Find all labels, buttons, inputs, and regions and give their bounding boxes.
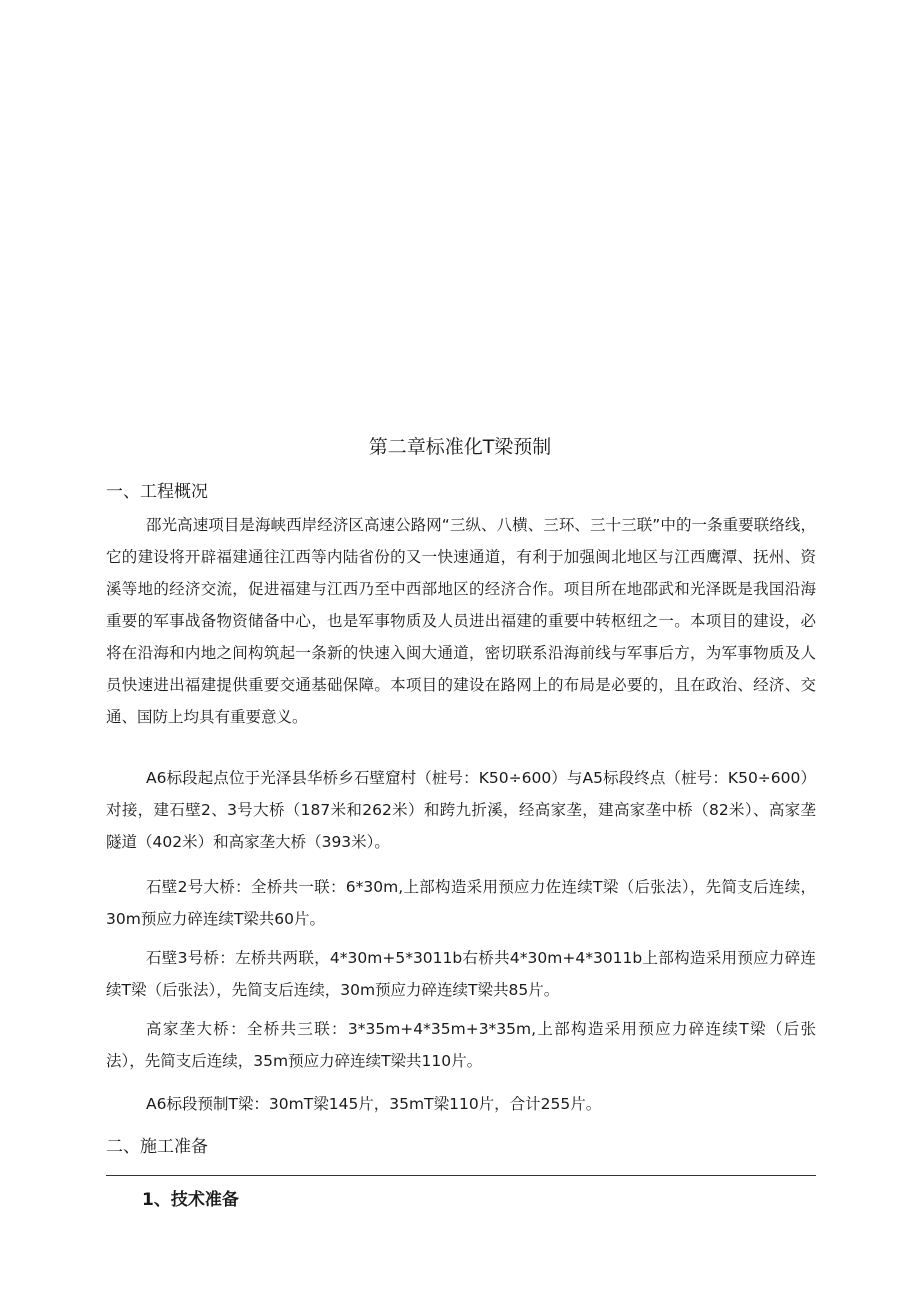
paragraph-t-beam-total: A6标段预制T梁：30mT梁145片，35mT梁110片，合计255片。 — [146, 1095, 602, 1113]
paragraph-project-intro: 邵光高速项目是海峡西岸经济区高速公路网“三纵、八横、三环、三十三联”中的一条重要联络线，它的建设将开辟福建通往江西等内陆省份的又一快速通道，有利于加强闽北地区与江西鹰潭、抚州、资溪等地的经济交流，促进福建与江西乃至中西部地区的经济合作。项目所在地邵武和光泽既是我国沿海重要的军事战备物资储备中心，也是军事物质及人员进出福建的重要中转枢纽之一。本项目的建设，必将在沿海和内地之间构筑起一条新的快速入闽大通道，密切联系沿海前线与军事后方，为军事物质及人员快速进出福建提供重要交通基础保障。本项目的建设在路网上的布局是必要的，且在政治、经济、交通、国防上均具有重要意义。 — [106, 516, 816, 726]
section-heading-preparation: 二、施工准备 — [106, 1137, 208, 1157]
chapter-title: 第二章标准化T梁预制 — [368, 436, 552, 458]
paragraph-section-a6-scope: A6标段起点位于光泽县华桥乡石壁窟村（桩号：K50÷600）与A5标段终点（桩号：K50÷600）对接，建石壁2、3号大桥（187米和262米）和跨九折溪，经高家垄，建高家垄中桥（82米）、高家垄隧道（402米）和高家垄大桥（393米）。 — [106, 769, 816, 851]
subsection-heading-technical-prep: 1、技术准备 — [142, 1190, 239, 1210]
paragraph-shibi-3-bridge: 石壁3号桥：左桥共两联，4*30m+5*3011b右桥共4*30m+4*3011b上部构造采用预应力碎连续T梁（后张法），先简支后连续，30m预应力碎连续T梁共85片。 — [106, 949, 816, 999]
paragraph-gaojialong-bridge: 高家垄大桥：全桥共三联：3*35m+4*35m+3*35m,上部构造采用预应力碎连续T梁（后张法），先简支后连续，35m预应力碎连续T梁共110片。 — [106, 1020, 816, 1070]
paragraph-shibi-2-bridge: 石壁2号大桥：全桥共一联：6*30m,上部构造采用预应力佐连续T梁（后张法），先简支后连续，30m预应力碎连续T梁共60片。 — [106, 878, 816, 928]
page-divider — [106, 1175, 816, 1176]
section-heading-overview: 一、工程概况 — [106, 482, 208, 502]
